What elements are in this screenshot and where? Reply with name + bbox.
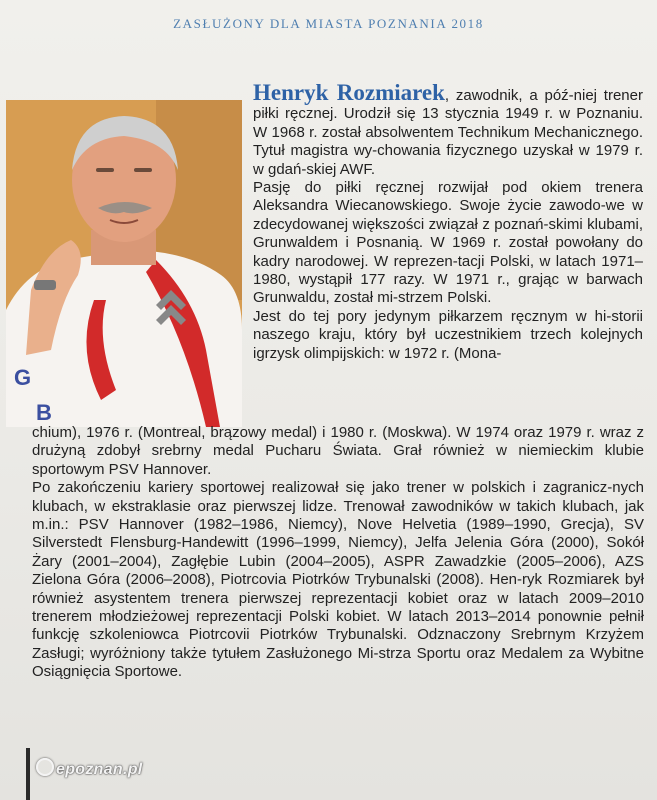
svg-text:B: B [36,400,52,425]
bio-intro-text: , zawodnik, a póź-niej trener piłki ręcznej. Urodził się 13 stycznia 1949 r. w Poznaniu. W 1968 r. został absolwentem Technikum Mechanicznego. Tytuł magistra wy-chowania fizycznego uzyskał w 1979 r. w gdań-skiej AWF. [253,87,643,178]
bio-paragraph-2: Pasję do piłki ręcznej rozwijał pod okiem trenera Aleksandra Wiecanowskiego. Swoje życie zawodo-we w zdecydowanej większości związał z poznań-skimi klubami, Grunwaldem i Posnanią. W 1969 r. został powołany do kadry narodowej. W reprezen-tacji Polski, w latach 1971–1980, wystąpił 177 razy. W 1971 r., grając w barwach Grunwaldu, został mi-strzem Polski. [253,179,643,307]
page-header: ZASŁUŻONY DLA MIASTA POZNANIA 2018 [173,16,484,31]
portrait-illustration [6,100,242,427]
bio-intro-paragraph [253,80,643,179]
bio-paragraph-3-start: Jest do tej pory jedynym piłkarzem ręcznym w hi-storii naszego kraju, który był uczestnikiem trzech kolejnych igrzysk olimpijskich: w 1972 r. (Mona- [253,307,643,362]
page-binding-edge [26,748,30,800]
person-name: Henryk Rozmiarek [253,80,445,105]
portrait-photo [6,100,242,427]
svg-text:G: G [14,365,32,390]
watermark-text: epoznan.pl [56,761,143,778]
bio-column-right [253,80,643,363]
bio-full-width [32,424,644,682]
bio-paragraph-4: Po zakończeniu kariery sportowej realizował się jako trener w polskich i zagranicz-nych klubach, w ekstraklasie oraz pierwszej lidze. Trenował zawodników w takich klubach, jak m.in.: PSV Hannover (1982–1986, Niemcy), Nove Helvetia (1989–1990, Grecja), SV Silverstedt Flensburg-Handewitt (1996–1999, Niemcy), Jelfa Jelenia Góra (2000), Sokół Żary (2001–2004), Zagłębie Lubin (2004–2005), ASPR Zawadzkie (2005–2006), AZS Zielona Góra (2006–2008), Piotrcovia Piotrków Trybunalski (2008). Hen-ryk Rozmiarek był również asystentem trenera pierwszej reprezentacji kobiet oraz w latach 2009–2010 trenerem młodzieżowej reprezentacji Polski kobiet. W latach 2013–2014 ponownie pełnił funkcję szkoleniowca Piotrcovii Piotrków Trybunalski. Odznaczony Srebrnym Krzyżem Zasługi; wyróżniony także tytułem Zasłużonego Mi-strza Sportu oraz Medalem za Wybitne Osiągnięcia Sportowe. [32,479,644,681]
site-watermark [36,758,143,779]
bio-paragraph-3-end: chium), 1976 r. (Montreal, brązowy medal) i 1980 r. (Moskwa). W 1974 oraz 1979 r. wraz z drużyną zdobył srebrny medal Pucharu Świata. Grał również w niemieckim klubie sportowym PSV Hannover. [32,424,644,478]
watermark-logo-icon [36,758,54,776]
photo-credit [0,50,4,240]
